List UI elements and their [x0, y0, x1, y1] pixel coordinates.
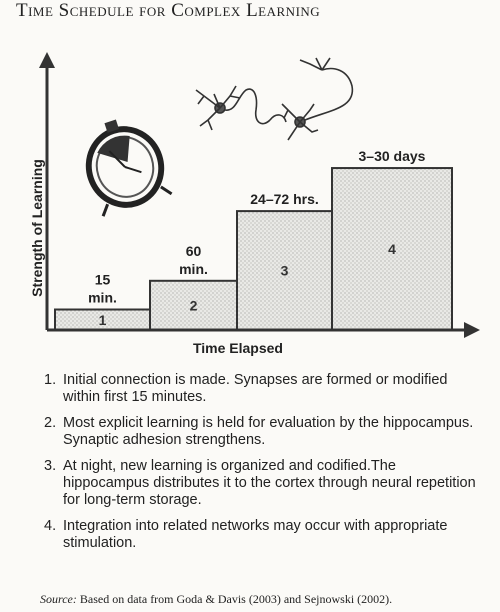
bar-number-label: 2: [189, 297, 198, 314]
time-label: min.: [179, 260, 208, 277]
y-axis-label: Strength of Learning: [29, 159, 45, 297]
time-label: min.: [88, 289, 117, 306]
x-axis-label: Time Elapsed: [192, 340, 284, 356]
time-label: 60: [185, 242, 202, 259]
note-number: 2.: [44, 415, 57, 431]
bar-number-label: 4: [388, 241, 396, 258]
neuron-icon: [196, 58, 352, 140]
bar-number-label: 3: [280, 262, 289, 279]
note-text: Most explicit learning is held for evaluation by the hippocampus. Synaptic adhesion strengthens.: [63, 415, 474, 448]
note-item: [44, 415, 484, 449]
note-number: 3.: [44, 458, 57, 474]
note-text: At night, new learning is organized and codified.The hippocampus distributes it to the cortex through neural repetition for long-term storage.: [63, 458, 476, 508]
time-label: 15: [94, 271, 111, 288]
bar-number-label: 1: [98, 311, 107, 328]
y-axis-arrow: [39, 52, 55, 68]
note-number: 1.: [44, 372, 57, 388]
note-number: 4.: [44, 518, 57, 534]
chart-title: Time Schedule for Complex Learning: [16, 0, 321, 21]
note-text: Initial connection is made. Synapses are formed or modified within first 15 minutes.: [63, 372, 448, 405]
note-item: [44, 372, 484, 406]
x-axis-arrow: [464, 322, 480, 338]
notes-list: [44, 372, 484, 561]
time-label: 24–72 hrs.: [250, 191, 319, 208]
note-item: [44, 518, 484, 552]
stopwatch-icon: [76, 110, 172, 216]
time-label: 3–30 days: [358, 148, 426, 165]
note-text: Integration into related networks may occur with appropriate stimulation.: [63, 518, 448, 551]
note-item: [44, 458, 484, 509]
source-label: Source:: [40, 592, 77, 606]
source-note: [40, 592, 490, 607]
source-text: Based on data from Goda & Davis (2003) and Sejnowski (2002).: [79, 592, 393, 606]
